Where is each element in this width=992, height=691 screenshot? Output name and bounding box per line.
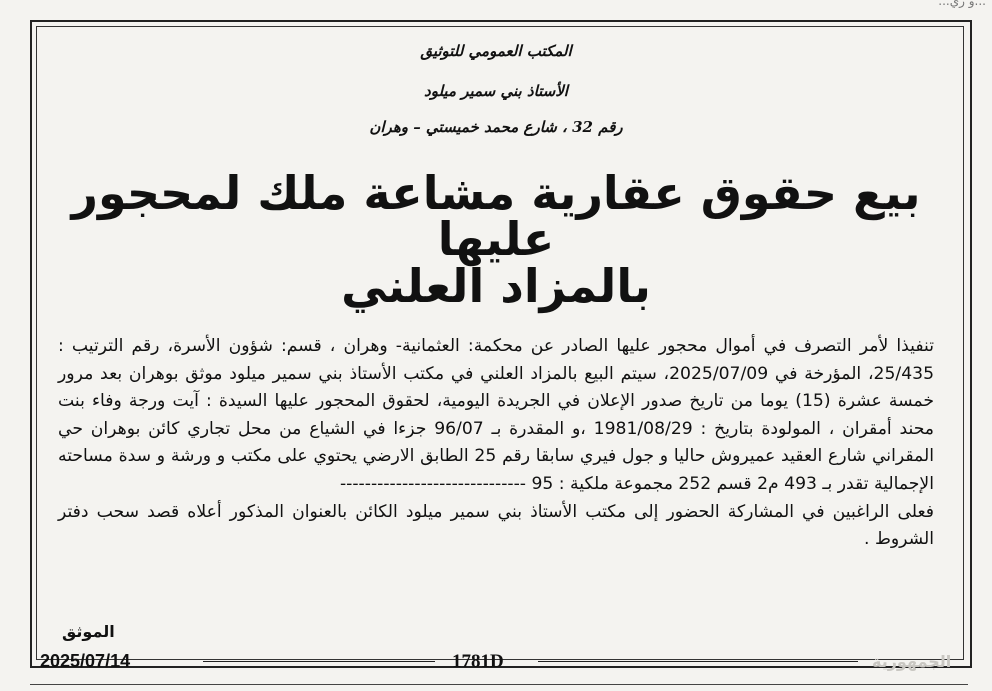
newspaper-masthead: الجمهورية <box>872 652 952 671</box>
office-name: المكتب العمومي للتوثيق <box>420 42 572 60</box>
headline-line-2: بالمزاد العلني <box>341 259 651 313</box>
publication-date: 2025/07/14 <box>40 651 131 671</box>
body-paragraph-1: تنفيذا لأمر التصرف في أموال محجور عليها الصادر عن محكمة: العثمانية- وهران ، قسم: شؤون الأسرة، رقم الترتيب : 25/435، المؤرخة في 2025/07/09، سيتم البيع بالمزاد العلني في مكتب الأستاذ بني سمير ميلود موثق بوهران بعد مرور خمسة عشرة (15) يوما من تاريخ صدور الإعلان في الجريدة اليومية، لحقوق المحجور عليها السيدة : آيت ورجة وفاء بنت محند أمقران ، المولودة بتاريخ : 1981/08/29 ،و المقدرة بـ 96/07 جزءا في الشياع من محل تجاري كائن بوهران حي المقراني شارع العقيد عميروش حاليا و جول فيري سابقا رقم 25 الطابق الارضي يحتوي على مكتب و ورشة و سدة مساحته الإجمالية تقدر بـ 493 م2 قسم 252 مجموعة ملكية : 95 ------------------------------ <box>58 336 934 494</box>
notary-name: الأستاذ بني سمير ميلود <box>424 82 568 100</box>
signature-label: الموثق <box>62 622 115 641</box>
office-address: رقم 32 ، شارع محمد خميستي – وهران <box>369 118 623 136</box>
announcement-code: 1781D <box>452 651 504 672</box>
footer-bar <box>0 648 992 678</box>
body-paragraph-2: فعلى الراغبين في المشاركة الحضور إلى مكتب الأستاذ بني سمير ميلود الكائن بالعنوان المذكور أعلاه قصد سحب دفتر الشروط . <box>58 501 934 550</box>
footer-rule-right <box>538 661 858 667</box>
headline-line-1: بيع حقوق عقارية مشاعة ملك لمحجور عليها <box>71 166 921 266</box>
page-corner-fragment: ...و ري... <box>938 0 986 8</box>
announcement-body <box>58 333 934 554</box>
page-bottom-rule <box>30 684 968 685</box>
footer-rule-left <box>203 661 435 667</box>
